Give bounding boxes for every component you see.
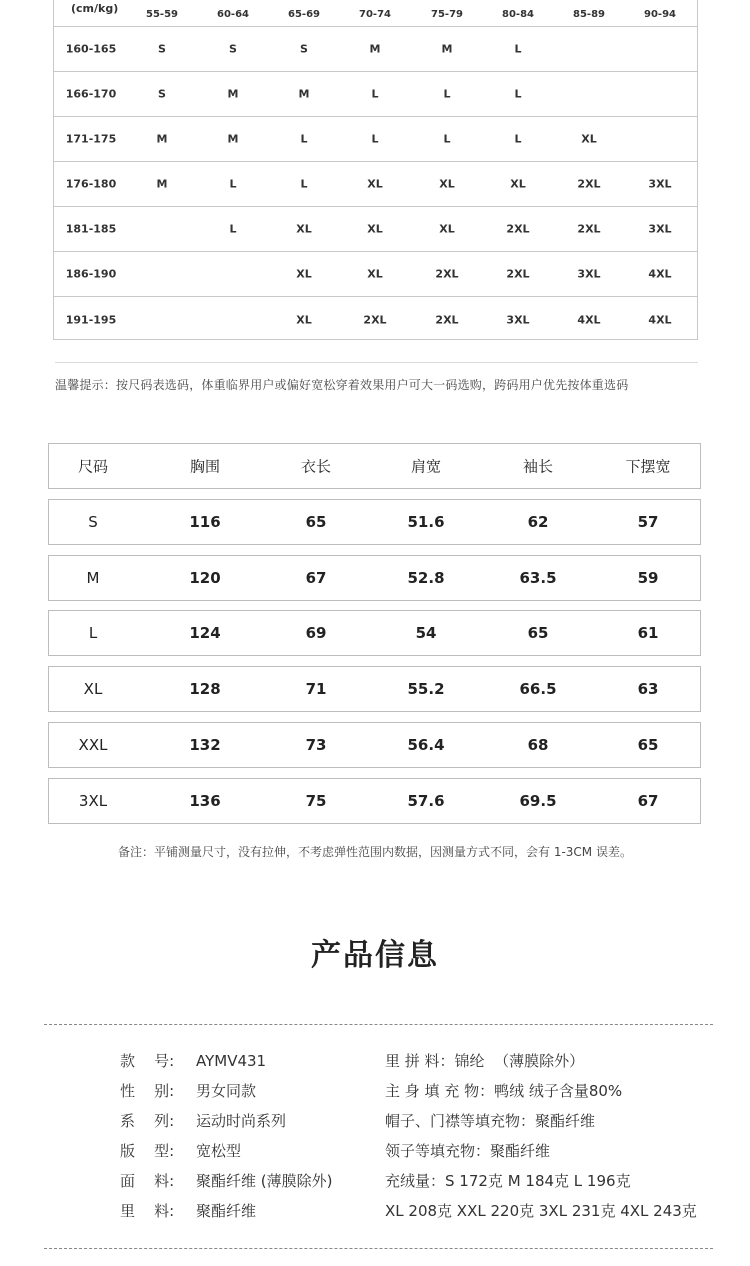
size-cell: L [229, 177, 237, 191]
column-header: 下摆宽 [625, 457, 671, 476]
info-item-left [120, 1080, 256, 1101]
column-header: 尺码 [77, 457, 109, 476]
measurement-cell: 68 [527, 736, 549, 754]
measurement-cell: 66.5 [519, 680, 557, 698]
size-cell: S [300, 42, 308, 56]
measurement-cell: 57.6 [407, 792, 445, 810]
measurement-row [48, 610, 701, 656]
info-value: AYMV431 [196, 1052, 267, 1070]
measurement-cell: 124 [189, 624, 221, 642]
size-cell: L [443, 132, 451, 146]
info-item-right [385, 1200, 697, 1221]
size-cell: 3XL [506, 313, 530, 326]
info-item-right [385, 1140, 550, 1161]
size-cell: XL [367, 177, 383, 191]
column-header: 袖长 [522, 457, 554, 476]
size-label-cell: XL [83, 680, 103, 698]
size-table-row [54, 252, 697, 297]
size-table-row [54, 207, 697, 252]
info-value: 宽松型 [196, 1142, 242, 1160]
size-table-row [54, 27, 697, 72]
measurement-cell: 57 [637, 513, 659, 531]
size-label-cell: XXL [78, 736, 108, 754]
info-value: 鸭绒 绒子含量80% [494, 1082, 623, 1100]
size-cell: M [227, 132, 239, 146]
size-cell: XL [296, 222, 312, 236]
size-label-cell: 3XL [78, 792, 108, 810]
column-header: 胸围 [189, 457, 221, 476]
size-cell: L [514, 132, 522, 146]
height-range-cell: 191-195 [65, 313, 117, 326]
size-table-row [54, 72, 697, 117]
measurement-cell: 73 [305, 736, 327, 754]
height-range-cell: 186-190 [65, 267, 117, 281]
measurement-cell: 55.2 [407, 680, 445, 698]
info-item-left [120, 1170, 332, 1191]
info-item-right [385, 1080, 622, 1101]
size-cell: XL [367, 267, 383, 281]
divider [55, 362, 698, 363]
size-cell: M [298, 87, 310, 101]
info-value: XL 208克 XXL 220克 3XL 231克 4XL 243克 [385, 1202, 697, 1220]
info-label: 帽子、门襟等填充物： [385, 1112, 536, 1130]
size-cell: L [300, 132, 308, 146]
info-label: 版 型: [120, 1142, 175, 1160]
measurement-cell: 120 [189, 569, 221, 587]
size-tip: 温馨提示：按尺码表选码，体重临界用户或偏好宽松穿着效果用户可大一码选购，跨码用户优先按体重选码 [55, 378, 629, 392]
info-item-left [120, 1200, 256, 1221]
size-cell: M [156, 132, 168, 146]
measurement-row [48, 778, 701, 824]
measurement-cell: 67 [637, 792, 659, 810]
height-range-cell: 171-175 [65, 132, 117, 146]
size-cell: L [371, 87, 379, 101]
measurement-cell: 67 [305, 569, 327, 587]
height-range-cell: 181-185 [65, 222, 117, 236]
measurement-cell: 51.6 [407, 513, 445, 531]
measurement-cell: 75 [305, 792, 327, 810]
weight-column-header: 85-89 [573, 9, 605, 20]
measurement-cell: 65 [305, 513, 327, 531]
info-value: 聚酯纤维 (薄膜除外) [196, 1172, 333, 1190]
size-cell: L [300, 177, 308, 191]
size-label-cell: S [88, 513, 98, 531]
info-value: 聚酯纤维 [490, 1142, 551, 1160]
size-label-cell: L [88, 624, 98, 642]
size-cell: 3XL [648, 177, 672, 191]
size-table-row [54, 297, 697, 342]
info-label: 系 列: [120, 1112, 175, 1130]
dashed-divider [44, 1248, 713, 1249]
height-range-cell: 166-170 [65, 87, 117, 101]
size-label-cell: M [86, 569, 100, 587]
size-cell: L [443, 87, 451, 101]
measurement-cell: 69.5 [519, 792, 557, 810]
info-label: 领子等填充物： [385, 1142, 491, 1160]
info-value: S 172克 M 184克 L 196克 [445, 1172, 631, 1190]
info-label: 充绒量： [385, 1172, 446, 1190]
info-item-left [120, 1050, 266, 1071]
info-item-left [120, 1140, 241, 1161]
measurement-row [48, 666, 701, 712]
measurement-row [48, 499, 701, 545]
size-cell: 2XL [577, 177, 601, 191]
measurement-cell: 71 [305, 680, 327, 698]
size-cell: XL [439, 177, 455, 191]
size-cell: 3XL [648, 222, 672, 236]
measurement-row [48, 722, 701, 768]
measurement-note: 备注：平铺测量尺寸，没有拉伸，不考虑弹性范围内数据，因测量方式不同，会有 1-3CM 误差。 [118, 845, 632, 859]
info-value: 运动时尚系列 [196, 1112, 287, 1130]
size-cell: M [369, 42, 381, 56]
size-cell: L [371, 132, 379, 146]
size-table-row [54, 117, 697, 162]
weight-column-header: 65-69 [288, 9, 320, 20]
info-label: 性 别: [120, 1082, 175, 1100]
size-cell: M [156, 177, 168, 191]
weight-column-header: 70-74 [359, 9, 391, 20]
info-item-right [385, 1050, 584, 1071]
info-label: 主 身 填 充 物： [385, 1082, 495, 1100]
measurement-row [48, 555, 701, 601]
measurement-cell: 65 [637, 736, 659, 754]
info-label: 里 料: [120, 1202, 175, 1220]
size-cell: 2XL [363, 313, 387, 326]
size-cell: 2XL [506, 222, 530, 236]
info-item-left [120, 1110, 286, 1131]
size-cell: M [441, 42, 453, 56]
size-cell: S [229, 42, 237, 56]
size-cell: 2XL [435, 267, 459, 281]
measurement-cell: 59 [637, 569, 659, 587]
height-range-cell: 160-165 [65, 42, 117, 56]
size-cell: S [158, 87, 166, 101]
size-cell: M [227, 87, 239, 101]
size-cell: L [229, 222, 237, 236]
measurement-cell: 65 [527, 624, 549, 642]
info-item-right [385, 1110, 595, 1131]
info-value: 聚酯纤维 [196, 1202, 257, 1220]
size-cell: 4XL [648, 313, 672, 326]
size-table-corner-label: (cm/kg) [71, 2, 119, 15]
weight-column-header: 90-94 [644, 9, 676, 20]
size-cell: 2XL [506, 267, 530, 281]
size-cell: S [158, 42, 166, 56]
size-recommendation-table [53, 0, 698, 340]
measurement-cell: 52.8 [407, 569, 445, 587]
size-cell: XL [439, 222, 455, 236]
product-info-title: 产品信息 [311, 938, 439, 973]
column-header: 衣长 [300, 457, 332, 476]
size-cell: 4XL [648, 267, 672, 281]
info-label: 里 拼 料： [385, 1052, 455, 1070]
size-cell: 3XL [577, 267, 601, 281]
weight-column-header: 55-59 [146, 9, 178, 20]
measurement-cell: 63 [637, 680, 659, 698]
height-range-cell: 176-180 [65, 177, 117, 191]
size-cell: 2XL [435, 313, 459, 326]
measurement-cell: 54 [415, 624, 437, 642]
measurement-cell: 61 [637, 624, 659, 642]
info-label: 面 料: [120, 1172, 175, 1190]
size-cell: XL [367, 222, 383, 236]
measurement-header-row [48, 443, 701, 489]
info-value: 锦纶 （薄膜除外） [454, 1052, 585, 1070]
measurement-cell: 116 [189, 513, 221, 531]
weight-column-header: 60-64 [217, 9, 249, 20]
size-cell: 4XL [577, 313, 601, 326]
measurement-cell: 56.4 [407, 736, 445, 754]
info-value: 男女同款 [196, 1082, 257, 1100]
size-cell: XL [581, 132, 597, 146]
measurement-cell: 63.5 [519, 569, 557, 587]
size-cell: 2XL [577, 222, 601, 236]
size-cell: L [514, 42, 522, 56]
info-item-right [385, 1170, 631, 1191]
size-table-row [54, 162, 697, 207]
weight-column-header: 80-84 [502, 9, 534, 20]
info-value: 聚酯纤维 [535, 1112, 596, 1130]
column-header: 肩宽 [410, 457, 442, 476]
size-cell: L [514, 87, 522, 101]
info-label: 款 号: [120, 1052, 175, 1070]
weight-column-header: 75-79 [431, 9, 463, 20]
measurement-cell: 136 [189, 792, 221, 810]
size-table-header [54, 0, 697, 27]
measurement-cell: 62 [527, 513, 549, 531]
measurement-cell: 132 [189, 736, 221, 754]
size-cell: XL [296, 267, 312, 281]
size-cell: XL [510, 177, 526, 191]
measurement-cell: 69 [305, 624, 327, 642]
dashed-divider [44, 1024, 713, 1025]
measurement-cell: 128 [189, 680, 221, 698]
size-cell: XL [296, 313, 312, 326]
